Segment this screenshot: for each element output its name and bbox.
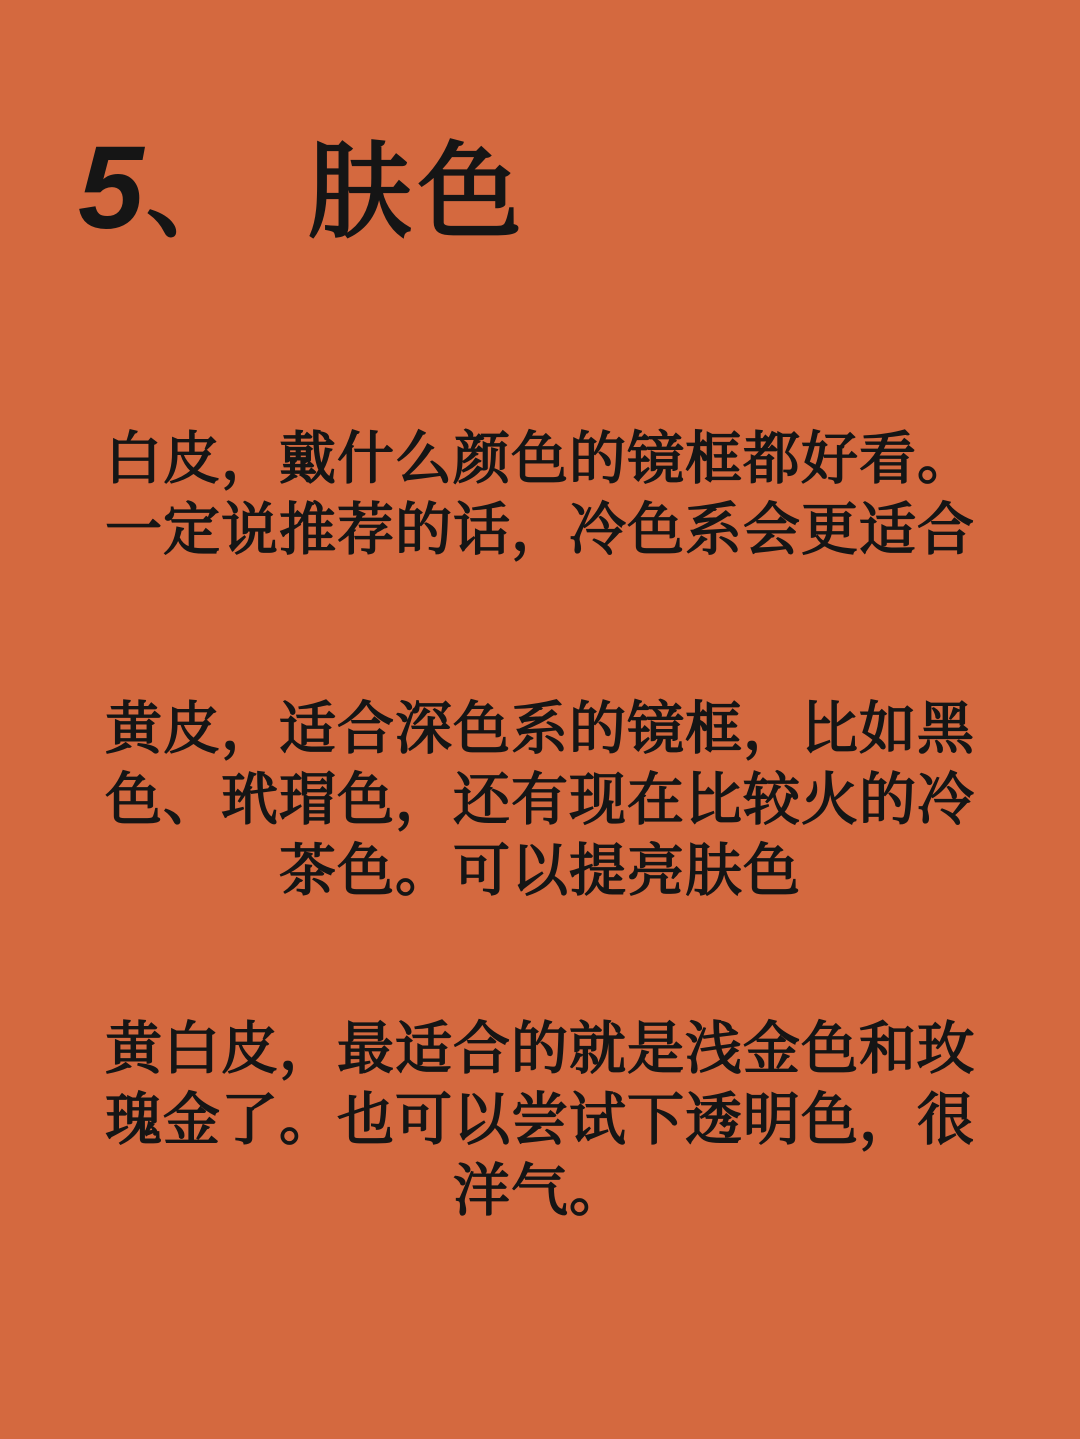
paragraph-line: 洋气。 (453, 1159, 627, 1223)
title-text: 肤色 (307, 135, 528, 251)
paragraph-yellow-white-skin (0, 1014, 1080, 1227)
paragraph-line: 一定说推荐的话，冷色系会更适合 (105, 498, 975, 562)
paragraph-line: 黄白皮，最适合的就是浅金色和玫 (105, 1017, 975, 1081)
paragraph-line: 茶色。可以提亮肤色 (279, 839, 801, 903)
paragraph-yellow-skin (0, 694, 1080, 907)
paragraph-line: 黄皮，适合深色系的镜框，比如黑 (105, 697, 975, 761)
title-separator: 、 (145, 138, 246, 250)
title-number: 5 (78, 122, 144, 254)
paragraph-line: 瑰金了。也可以尝试下透明色，很 (105, 1088, 975, 1152)
paragraph-line: 色、玳瑁色，还有现在比较火的冷 (105, 768, 975, 832)
paragraph-white-skin (0, 424, 1080, 566)
page-title (78, 108, 528, 258)
paragraph-line: 白皮，戴什么颜色的镜框都好看。 (105, 427, 975, 491)
